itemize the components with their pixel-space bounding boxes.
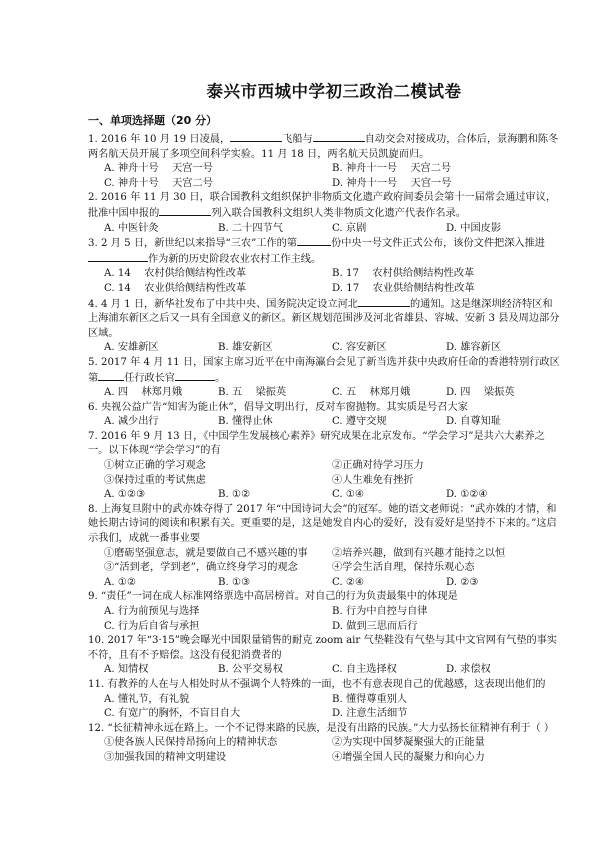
options <box>88 663 560 678</box>
section-heading: 一、单项选择题（20 分） <box>88 114 218 127</box>
options <box>88 341 560 356</box>
option: B. 懂得尊重别人 <box>332 693 408 705</box>
option: A. 知情权 <box>104 664 149 676</box>
statement: ④学会生活自理，保持乐观心态 <box>332 562 475 574</box>
option: D. 中国皮影 <box>446 222 502 234</box>
option: D. 注意生活细节 <box>332 708 408 720</box>
option: B. 公平交易权 <box>218 664 283 676</box>
option: B. 神舟十一号 天宫二号 <box>332 163 452 175</box>
option: D. 神舟十一号 天宫一号 <box>332 177 452 189</box>
statement: ④增强全国人民的凝聚力和向心力 <box>332 751 485 763</box>
answer-blank <box>313 132 365 142</box>
option: A. 中医针灸 <box>104 222 159 234</box>
question-stem: 4. 4 月 1 日，新华社发布了中共中央、国务院决定设立河北 的通知。这是继深圳经济特区和上海浦东新区之后又一具有全国意义的新区。新区规划范围涉及河北省雄县、容城、安新 3 县及周边部分区域。 <box>88 298 560 339</box>
question-5 <box>88 356 560 401</box>
option: A. 行为前预见与选择 <box>104 606 200 617</box>
question-11 <box>88 678 560 722</box>
question-stem: 5. 2017 年 4 月 11 日，国家主席习近平在中南海瀛台会见了新当选并获中央政府任命的香港特别行政区第 任行政长官 。 <box>88 356 560 384</box>
question-3 <box>88 236 560 296</box>
question-2 <box>88 191 560 236</box>
question-stem: 1. 2016 年 10 月 19 日凌晨， 飞船与 自动交会对接成功，合体后，景海鹏和陈冬两名航天员开展了多项空间科学实验。11 月 18 日，两名航天员凯旋而归。 <box>88 134 559 160</box>
statement: ③“活到老，学到老”，确立终身学习的观念 <box>104 562 298 574</box>
answer-blank <box>358 297 410 307</box>
options <box>88 605 560 634</box>
option: C. ①④ <box>332 489 365 501</box>
answer-blank <box>175 371 215 381</box>
question-6 <box>88 401 560 430</box>
options <box>88 267 560 296</box>
option: C. 容安新区 <box>332 342 387 354</box>
statement: ③加强我国的精神文明建设 <box>104 751 227 763</box>
statement: ②培养兴趣，做到有兴趣才能持之以恒 <box>332 547 506 559</box>
option: D. 四 梁振英 <box>446 387 515 399</box>
answer-blank <box>230 132 282 142</box>
statements <box>88 459 560 488</box>
option: C. 遵守交规 <box>332 416 387 428</box>
statements <box>88 547 560 576</box>
option: C. 京剧 <box>332 222 367 234</box>
question-stem: 6. 央视公益广告“知害为能止休”，倡导文明出行，反对车窗抛物。其实质是号召大家 <box>88 401 468 413</box>
question-stem: 7. 2016 年 9 月 13 日，《中国学生发展核心素养》研究成果在北京发布。“学会学习”是共六大素养之一。以下体现“学会学习”的有 <box>88 430 545 457</box>
question-stem: 12. “长征精神永远在路上。一个不记得来路的民族，是没有出路的民族。”大力弘扬长征精神有利于（ ） <box>88 722 555 734</box>
option: A. 减少出行 <box>104 416 159 428</box>
option: A. 14 农村供给侧结构性改革 <box>104 268 247 280</box>
answer-blank <box>88 252 148 262</box>
option: A. 懂礼节，有礼貌 <box>104 693 190 705</box>
options <box>88 693 560 722</box>
option: C. ②④ <box>332 576 365 588</box>
options <box>88 415 560 430</box>
option: B. 二十四节气 <box>218 222 283 234</box>
question-1 <box>88 132 560 191</box>
options <box>88 488 560 503</box>
option: B. 雄安新区 <box>218 342 273 354</box>
question-9 <box>88 590 560 634</box>
option: C. 行为后自省与承担 <box>104 620 200 632</box>
option: D. ②③ <box>446 576 479 588</box>
option: A. ①②③ <box>104 489 146 501</box>
option: B. 懂得止休 <box>218 416 273 428</box>
option: D. 自尊知耻 <box>446 416 502 428</box>
question-8 <box>88 503 560 591</box>
statements <box>88 736 560 765</box>
option: C. 有宽广的胸怀，不盲目自大 <box>104 708 241 720</box>
options <box>88 576 560 591</box>
answer-blank <box>159 206 211 216</box>
statement: ①磨砺坚强意志，就是要做自己不感兴趣的事 <box>104 547 308 559</box>
answer-blank <box>98 371 124 381</box>
statement: ③保持过重的考试焦虑 <box>104 474 206 486</box>
question-stem: 2. 2016 年 11 月 30 日，联合国教科文组织保护非物质文化遗产政府间委员会第十一届常会通过审议，批准中国申报的 列入联合国教科文组织人类非物质文化遗产代表作名录。 <box>88 192 557 219</box>
question-10 <box>88 634 560 678</box>
option: B. 17 农村供给侧结构性改革 <box>332 268 475 280</box>
option: C. 神舟十号 天宫二号 <box>104 177 213 189</box>
question-4 <box>88 297 560 356</box>
statement: ②正确对待学习压力 <box>332 460 424 472</box>
statement: ④人生难免有挫折 <box>332 474 414 486</box>
option: A. ①② <box>104 576 137 588</box>
question-7 <box>88 430 560 503</box>
page-title: 泰兴市西城中学初三政治二模试卷 <box>206 82 462 101</box>
option: D. 做到三思而后行 <box>332 620 418 632</box>
options <box>88 162 560 191</box>
question-12 <box>88 722 560 766</box>
option: A. 安雄新区 <box>104 342 159 354</box>
option: D. 求偿权 <box>446 664 491 676</box>
question-stem: 11. 有教养的人在与人相处时从不强调个人特殊的一面，也不有意表现自己的优越感，这表现出他们的 <box>88 678 546 690</box>
option: A. 四 林郑月娥 <box>104 387 183 399</box>
statement: ①使各族人民保持昂扬向上的精神状态 <box>104 737 278 749</box>
option: C. 14 农业供给侧结构性改革 <box>104 282 247 294</box>
answer-blank <box>297 236 331 246</box>
option: C. 自主选择权 <box>332 664 397 676</box>
statement: ②为实现中国梦凝聚强大的正能量 <box>332 737 485 749</box>
option: D. ①②④ <box>446 489 488 501</box>
question-stem: 8. 上海复旦附中的武亦姝夺得了 2017 年“中国诗词大会”的冠军。她的语文老师说：“武亦姝的才情，和她长期古诗词的阅读和积累有关。更重要的是，这是她发自内心的爱好，没有爱好是坚持不下来的。”这启示我们，成就一番事业要 <box>88 503 557 545</box>
option: B. ①③ <box>218 576 251 588</box>
question-stem: 10. 2017 年“3·15”晚会曝光中国限量销售的耐克 zoom air 气垫鞋没有气垫与其中文官网有气垫的事实不符，且有不予赔偿。这没有侵犯消费者的 <box>88 635 558 661</box>
statement: ①树立正确的学习观念 <box>104 460 206 472</box>
option: C. 五 林郑月娥 <box>332 387 411 399</box>
option: D. 17 农业供给侧结构性改革 <box>332 282 475 294</box>
option: B. 行为中自控与自律 <box>332 606 428 617</box>
question-stem: 3. 2 月 5 日，新世纪以来指导“三农”工作的第 份中央一号文件正式公布，该份文件把深入推进作为新的历史阶段农业农村工作主线。 <box>88 238 545 265</box>
option: B. ①② <box>218 489 251 501</box>
option: A. 神舟十号 天宫一号 <box>104 163 213 175</box>
options <box>88 386 560 401</box>
option: D. 雄容新区 <box>446 342 502 354</box>
question-stem: 9. “责任”一词在成人标准网络票选中高居榜首。对自己的行为负责最集中的体现是 <box>88 591 458 603</box>
option: B. 五 梁振英 <box>218 387 287 399</box>
options <box>88 222 560 237</box>
